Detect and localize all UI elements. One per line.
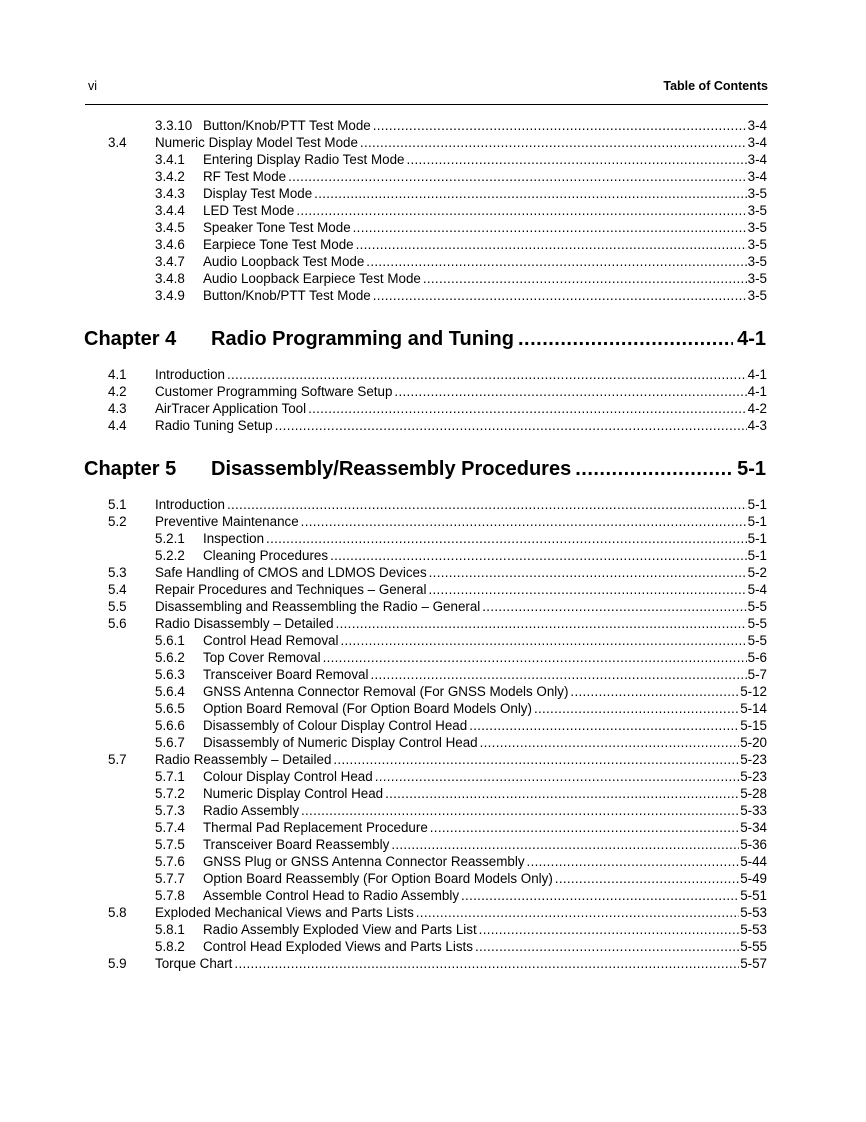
toc-entry-page: 5-44	[740, 854, 767, 869]
chapter-title: Disassembly/Reassembly Procedures	[211, 458, 572, 480]
toc-entry-number: 5.2	[108, 514, 127, 529]
toc-entry[interactable]	[155, 202, 767, 219]
toc-entry-number: 3.4.1	[155, 152, 185, 167]
toc-entry-number: 5.8	[108, 905, 127, 920]
dot-leader	[296, 202, 746, 219]
toc-entry-number: 5.6.5	[155, 701, 185, 716]
toc-entry-number: 3.4.5	[155, 220, 185, 235]
toc-entry[interactable]	[155, 219, 767, 236]
toc-entry-number: 4.1	[108, 367, 127, 382]
toc-entry-page: 3-5	[747, 186, 767, 201]
toc-entry-number: 3.4	[108, 135, 127, 150]
toc-entry-title: Safe Handling of CMOS and LDMOS Devices	[155, 565, 427, 580]
toc-entry[interactable]	[155, 853, 767, 870]
toc-entry[interactable]	[155, 547, 767, 564]
toc-entry[interactable]	[155, 785, 767, 802]
chapter-page: 4-1	[737, 328, 766, 350]
toc-entry-number: 5.3	[108, 565, 127, 580]
toc-entry[interactable]	[155, 253, 767, 270]
toc-entry-title: Numeric Display Control Head	[203, 786, 384, 801]
dot-leader	[323, 649, 747, 666]
dot-leader	[227, 366, 747, 383]
dot-leader	[340, 632, 746, 649]
toc-entry[interactable]	[155, 117, 767, 134]
toc-entry-title: Audio Loopback Earpiece Test Mode	[203, 271, 421, 286]
dot-leader	[234, 955, 739, 972]
toc-entry-page: 5-5	[747, 599, 767, 614]
toc-entry[interactable]	[155, 819, 767, 836]
toc-entry-title: GNSS Plug or GNSS Antenna Connector Reassembly	[203, 854, 525, 869]
toc-entry-number: 3.4.9	[155, 288, 185, 303]
toc-entry-title: Radio Assembly	[203, 803, 300, 818]
toc-entry-number: 5.8.2	[155, 939, 185, 954]
toc-entry-title: Display Test Mode	[203, 186, 313, 201]
toc-entry-number: 5.6.7	[155, 735, 185, 750]
dot-leader	[570, 683, 739, 700]
dot-leader	[353, 219, 747, 236]
toc-entry-page: 5-4	[747, 582, 767, 597]
dot-leader	[308, 400, 747, 417]
dot-leader	[430, 819, 739, 836]
dot-leader	[301, 802, 739, 819]
toc-entry-number: 5.2.1	[155, 531, 185, 546]
toc-entry-title: Control Head Exploded Views and Parts Lists	[203, 939, 473, 954]
toc-entry-title: Repair Procedures and Techniques – General	[155, 582, 427, 597]
toc-entry-page: 5-49	[740, 871, 767, 886]
toc-entry[interactable]	[155, 666, 767, 683]
chapter-page: 5-1	[737, 458, 766, 480]
toc-entry-title: Button/Knob/PTT Test Mode	[203, 288, 371, 303]
chapter-label: Chapter 4	[84, 328, 177, 350]
toc-entry-number: 5.6.4	[155, 684, 185, 699]
toc-entry[interactable]	[155, 683, 767, 700]
toc-entry-number: 4.3	[108, 401, 127, 416]
toc-entry-number: 5.1	[108, 497, 127, 512]
toc-entry-title: Transceiver Board Reassembly	[203, 837, 390, 852]
toc-entry-page: 4-1	[747, 384, 767, 399]
toc-entry-number: 3.4.4	[155, 203, 185, 218]
toc-entry-page: 5-53	[740, 905, 767, 920]
toc-entry-page: 5-1	[747, 514, 767, 529]
toc-entry[interactable]	[155, 717, 767, 734]
toc-entry[interactable]	[108, 383, 767, 400]
toc-entry-page: 5-28	[740, 786, 767, 801]
toc-entry-title: Preventive Maintenance	[155, 514, 299, 529]
toc-entry-number: 3.4.8	[155, 271, 185, 286]
toc-entry-page: 3-4	[747, 152, 767, 167]
toc-entry-number: 5.6.2	[155, 650, 185, 665]
toc-entry-title: Option Board Reassembly (For Option Board Models Only)	[203, 871, 553, 886]
dot-leader	[266, 530, 747, 547]
dot-leader	[375, 768, 739, 785]
toc-entry-title: Disassembling and Reassembling the Radio – General	[155, 599, 481, 614]
toc-entry-page: 5-1	[747, 497, 767, 512]
toc-entry-page: 4-1	[747, 367, 767, 382]
dot-leader	[480, 734, 740, 751]
toc-entry[interactable]	[108, 581, 767, 598]
toc-entry-number: 5.7.3	[155, 803, 185, 818]
toc-entry-page: 5-55	[740, 939, 767, 954]
toc-entry-page: 5-53	[740, 922, 767, 937]
chapter-5-heading[interactable]	[84, 456, 766, 482]
toc-entry[interactable]	[155, 270, 767, 287]
toc-entry-number: 5.7.6	[155, 854, 185, 869]
toc-entry-title: RF Test Mode	[203, 169, 287, 184]
toc-entry-number: 5.4	[108, 582, 127, 597]
toc-entry-title: Entering Display Radio Test Mode	[203, 152, 405, 167]
toc-entry[interactable]	[108, 400, 767, 417]
toc-entry-number: 5.7	[108, 752, 127, 767]
dot-leader	[416, 904, 739, 921]
dot-leader	[575, 456, 733, 482]
toc-entry-page: 5-12	[740, 684, 767, 699]
toc-entry-page: 5-34	[740, 820, 767, 835]
toc-entry[interactable]	[155, 870, 767, 887]
chapter-label: Chapter 5	[84, 458, 177, 480]
dot-leader	[360, 134, 747, 151]
toc-entry-page: 4-2	[747, 401, 767, 416]
toc-entry-number: 3.4.7	[155, 254, 185, 269]
toc-entry-page: 3-4	[747, 135, 767, 150]
toc-entry-page: 3-5	[747, 288, 767, 303]
toc-entry-number: 5.2.2	[155, 548, 185, 563]
dot-leader	[555, 870, 739, 887]
dot-leader	[366, 253, 746, 270]
dot-leader	[288, 168, 747, 185]
toc-entry-title: Radio Assembly Exploded View and Parts List	[203, 922, 477, 937]
toc-entry-page: 3-5	[747, 271, 767, 286]
toc-entry[interactable]	[155, 734, 767, 751]
toc-entry-title: Option Board Removal (For Option Board Models Only)	[203, 701, 532, 716]
toc-entry[interactable]	[155, 938, 767, 955]
toc-entry[interactable]	[155, 887, 767, 904]
dot-leader	[428, 581, 746, 598]
dot-leader	[373, 117, 747, 134]
toc-entry[interactable]	[108, 904, 767, 921]
dot-leader	[385, 785, 739, 802]
toc-entry-page: 3-5	[747, 203, 767, 218]
toc-entry-page: 3-4	[747, 169, 767, 184]
toc-entry[interactable]	[155, 168, 767, 185]
toc-entry-page: 5-7	[747, 667, 767, 682]
toc-entry-title: Transceiver Board Removal	[203, 667, 369, 682]
toc-entry[interactable]	[155, 768, 767, 785]
toc-entry-title: Button/Knob/PTT Test Mode	[203, 118, 371, 133]
dot-leader	[391, 836, 739, 853]
toc-entry-number: 3.3.10	[155, 118, 193, 133]
toc-entry-page: 3-5	[747, 254, 767, 269]
toc-entry[interactable]	[108, 513, 767, 530]
toc-entry[interactable]	[108, 417, 767, 434]
toc-entry-page: 5-5	[747, 633, 767, 648]
toc-entry-title: Numeric Display Model Test Mode	[155, 135, 358, 150]
dot-leader	[461, 887, 739, 904]
toc-entry[interactable]	[155, 921, 767, 938]
dot-leader	[518, 326, 733, 352]
toc-entry-page: 5-23	[740, 752, 767, 767]
dot-leader	[406, 151, 746, 168]
running-title: Table of Contents	[663, 79, 768, 93]
dot-leader	[475, 938, 739, 955]
toc-entry-title: Radio Tuning Setup	[155, 418, 273, 433]
dot-leader	[333, 751, 739, 768]
toc-entry-page: 5-14	[740, 701, 767, 716]
toc-entry[interactable]	[108, 366, 767, 383]
toc-entry-page: 3-5	[747, 237, 767, 252]
toc-entry-page: 5-1	[747, 548, 767, 563]
toc-entry[interactable]	[155, 530, 767, 547]
toc-entry[interactable]	[108, 615, 767, 632]
toc-entry[interactable]	[108, 955, 767, 972]
toc-entry[interactable]	[108, 564, 767, 581]
toc-entry-title: Customer Programming Software Setup	[155, 384, 393, 399]
toc-entry-number: 3.4.2	[155, 169, 185, 184]
chapter-title: Radio Programming and Tuning	[211, 328, 514, 350]
dot-leader	[336, 615, 747, 632]
toc-entry-page: 5-15	[740, 718, 767, 733]
toc-entry-number: 5.7.5	[155, 837, 185, 852]
toc-entry-title: Control Head Removal	[203, 633, 339, 648]
toc-entry-title: AirTracer Application Tool	[155, 401, 307, 416]
dot-leader	[373, 287, 747, 304]
toc-entry-title: Colour Display Control Head	[203, 769, 373, 784]
toc-entry-number: 4.2	[108, 384, 127, 399]
dot-leader	[423, 270, 747, 287]
toc-entry[interactable]	[108, 598, 767, 615]
toc-entry-number: 5.6.6	[155, 718, 185, 733]
toc-entry-page: 5-2	[747, 565, 767, 580]
toc-entry-title: Audio Loopback Test Mode	[203, 254, 365, 269]
toc-entry-number: 5.7.7	[155, 871, 185, 886]
dot-leader	[275, 417, 747, 434]
toc-entry[interactable]	[155, 236, 767, 253]
toc-entry-page: 5-5	[747, 616, 767, 631]
toc-entry-title: Thermal Pad Replacement Procedure	[203, 820, 428, 835]
toc-entry[interactable]	[108, 134, 767, 151]
toc-entry-page: 5-6	[747, 650, 767, 665]
toc-entry-number: 3.4.6	[155, 237, 185, 252]
toc-entry[interactable]	[155, 836, 767, 853]
toc-entry-title: Disassembly of Colour Display Control Head	[203, 718, 468, 733]
dot-leader	[370, 666, 746, 683]
toc-entry-number: 5.7.8	[155, 888, 185, 903]
toc-entry-number: 5.7.1	[155, 769, 185, 784]
toc-entry-number: 5.7.2	[155, 786, 185, 801]
toc-entry[interactable]	[155, 151, 767, 168]
toc-entry-number: 5.5	[108, 599, 127, 614]
toc-entry-number: 4.4	[108, 418, 127, 433]
toc-entry-number: 5.8.1	[155, 922, 185, 937]
toc-entry[interactable]	[155, 802, 767, 819]
dot-leader	[479, 921, 740, 938]
toc-entry[interactable]	[155, 632, 767, 649]
toc-entry-title: Cleaning Procedures	[203, 548, 329, 563]
toc-entry-page: 5-57	[740, 956, 767, 971]
toc-entry[interactable]	[155, 287, 767, 304]
toc-entry[interactable]	[155, 185, 767, 202]
toc-entry-page: 5-23	[740, 769, 767, 784]
dot-leader	[394, 383, 746, 400]
toc-entry[interactable]	[108, 496, 767, 513]
dot-leader	[469, 717, 739, 734]
header-rule	[85, 104, 768, 105]
toc-entry-page: 4-3	[747, 418, 767, 433]
toc-entry-title: Radio Disassembly – Detailed	[155, 616, 334, 631]
dot-leader	[429, 564, 747, 581]
toc-entry-page: 5-20	[740, 735, 767, 750]
toc-entry-title: Exploded Mechanical Views and Parts Lists	[155, 905, 414, 920]
toc-entry-title: GNSS Antenna Connector Removal (For GNSS Models Only)	[203, 684, 569, 699]
dot-leader	[356, 236, 747, 253]
toc-entry-page: 5-1	[747, 531, 767, 546]
dot-leader	[482, 598, 746, 615]
dot-leader	[227, 496, 747, 513]
toc-entry-title: Radio Reassembly – Detailed	[155, 752, 332, 767]
toc-entry-page: 3-5	[747, 220, 767, 235]
toc-entry-title: Inspection	[203, 531, 265, 546]
dot-leader	[534, 700, 739, 717]
toc-entry-number: 5.7.4	[155, 820, 185, 835]
dot-leader	[527, 853, 740, 870]
dot-leader	[314, 185, 746, 202]
toc-entry-title: Introduction	[155, 367, 225, 382]
toc-entry-page: 5-51	[740, 888, 767, 903]
toc-entry-number: 5.6.3	[155, 667, 185, 682]
page-number: vi	[88, 79, 98, 93]
toc-entry-title: Speaker Tone Test Mode	[203, 220, 351, 235]
dot-leader	[301, 513, 747, 530]
toc-entry-number: 5.9	[108, 956, 127, 971]
toc-entry-number: 5.6	[108, 616, 127, 631]
toc-entry-title: Assemble Control Head to Radio Assembly	[203, 888, 460, 903]
chapter-4-heading[interactable]	[84, 326, 766, 352]
toc-entry-page: 3-4	[747, 118, 767, 133]
toc-entry[interactable]	[108, 751, 767, 768]
toc-entry-page: 5-36	[740, 837, 767, 852]
toc-entry-number: 5.6.1	[155, 633, 185, 648]
toc-entry[interactable]	[155, 649, 767, 666]
toc-entry-title: LED Test Mode	[203, 203, 295, 218]
toc-entry-page: 5-33	[740, 803, 767, 818]
toc-entry-title: Introduction	[155, 497, 225, 512]
dot-leader	[330, 547, 747, 564]
toc-entry-title: Disassembly of Numeric Display Control Head	[203, 735, 478, 750]
toc-entry[interactable]	[155, 700, 767, 717]
toc-entry-number: 3.4.3	[155, 186, 185, 201]
page-header	[85, 79, 768, 95]
toc-entry-title: Top Cover Removal	[203, 650, 321, 665]
toc-entry-title: Earpiece Tone Test Mode	[203, 237, 354, 252]
toc-entry-title: Torque Chart	[155, 956, 233, 971]
